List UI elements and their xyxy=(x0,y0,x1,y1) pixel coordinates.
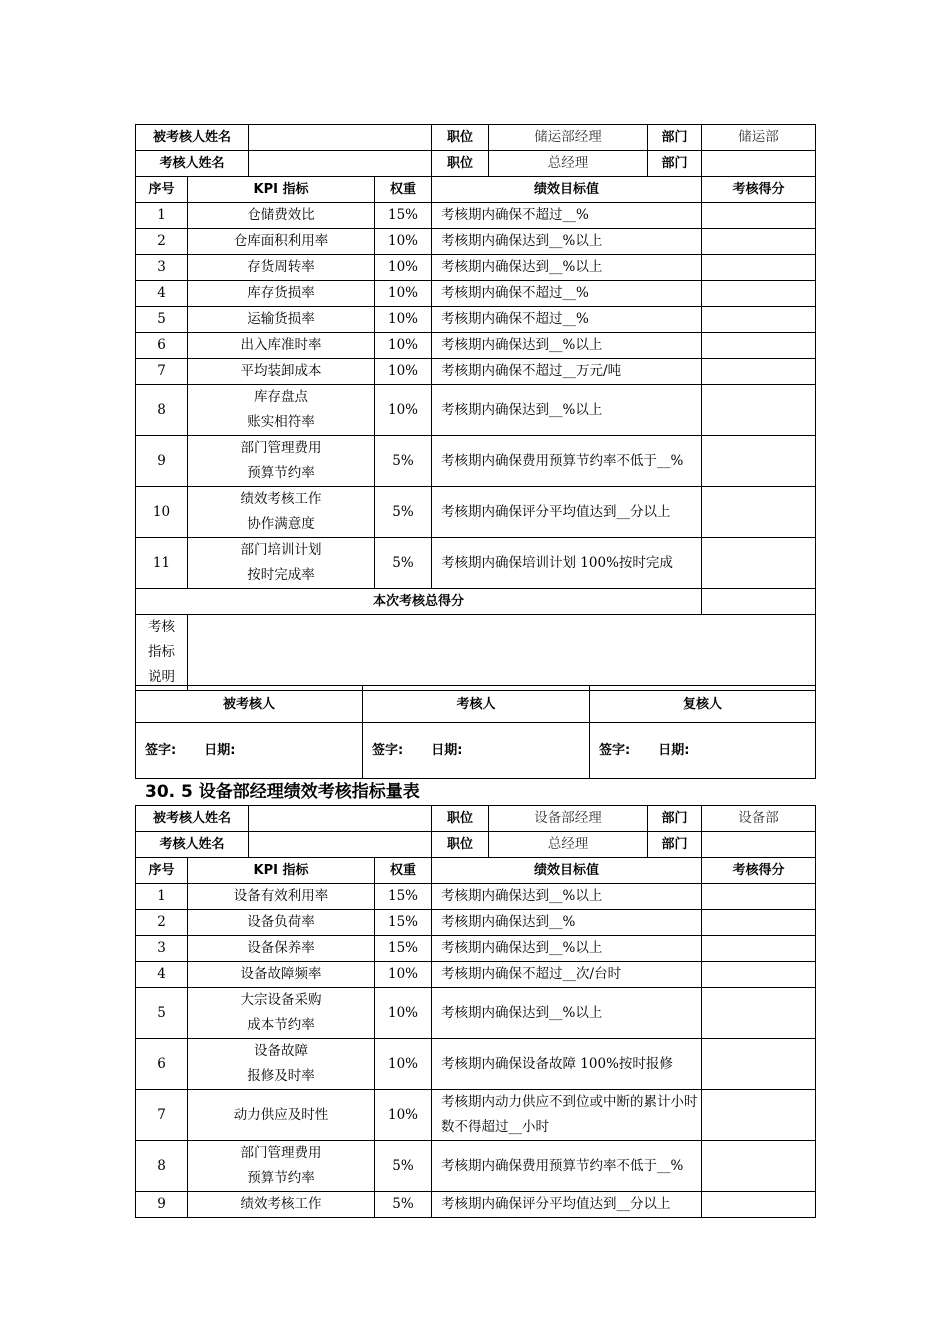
evaluator-dept-value xyxy=(702,151,816,177)
kpi-score xyxy=(702,203,816,229)
kpi-weight: 15% xyxy=(375,910,432,936)
kpi-target xyxy=(432,1141,702,1192)
evaluator-name-label: 考核人姓名 xyxy=(136,832,249,858)
kpi-name xyxy=(188,988,375,1039)
kpi-weight: 15% xyxy=(375,936,432,962)
col-header-target: 绩效目标值 xyxy=(432,858,702,884)
kpi-weight: 10% xyxy=(375,255,432,281)
table-row xyxy=(136,1039,816,1090)
kpi-target xyxy=(432,1192,702,1218)
kpi-name xyxy=(188,385,375,436)
kpi-target-line: 考核期内确保不超过__% xyxy=(441,207,589,223)
kpi-score xyxy=(702,487,816,538)
kpi-score xyxy=(702,538,816,589)
table-row xyxy=(136,1141,816,1192)
kpi-name xyxy=(188,884,375,910)
signature-reviewer xyxy=(590,723,816,779)
evaluator-row xyxy=(136,151,816,177)
kpi-target xyxy=(432,281,702,307)
kpi-weight: 10% xyxy=(375,333,432,359)
kpi-name-line: 按时完成率 xyxy=(247,567,315,583)
col-header-no: 序号 xyxy=(136,858,188,884)
kpi-target xyxy=(432,884,702,910)
position-label: 职位 xyxy=(432,125,489,151)
kpi-target-line: 考核期内确保达到__%以上 xyxy=(441,337,603,353)
kpi-name xyxy=(188,962,375,988)
kpi-target-line: 考核期内确保达到__%以上 xyxy=(441,888,603,904)
kpi-target xyxy=(432,229,702,255)
kpi-target xyxy=(432,436,702,487)
notes-content xyxy=(188,615,816,691)
table-row xyxy=(136,385,816,436)
row-number: 2 xyxy=(136,910,188,936)
kpi-rows xyxy=(136,203,816,589)
kpi-name-line: 设备保养率 xyxy=(247,940,315,956)
total-score-label: 本次考核总得分 xyxy=(136,589,702,615)
kpi-weight: 15% xyxy=(375,884,432,910)
kpi-target-line: 考核期内确保费用预算节约率不低于__% xyxy=(441,452,684,469)
row-number: 4 xyxy=(136,962,188,988)
table-row xyxy=(136,436,816,487)
dept-label: 部门 xyxy=(648,832,702,858)
kpi-score xyxy=(702,281,816,307)
kpi-name xyxy=(188,1192,375,1218)
sign-label: 签字: xyxy=(145,743,177,758)
kpi-target-line: 考核期内确保达到__%以上 xyxy=(441,940,603,956)
kpi-target xyxy=(432,538,702,589)
kpi-target xyxy=(432,307,702,333)
col-header-weight: 权重 xyxy=(375,177,432,203)
kpi-name xyxy=(188,281,375,307)
position-label: 职位 xyxy=(432,806,489,832)
kpi-target-line: 考核期内确保不超过__次/台时 xyxy=(441,966,622,982)
evaluator-name-value xyxy=(249,151,432,177)
table-row xyxy=(136,487,816,538)
kpi-target-line: 考核期内确保评分平均值达到__分以上 xyxy=(441,503,671,520)
kpi-target-line: 考核期内动力供应不到位或中断的累计小时 xyxy=(441,1094,698,1110)
table-row xyxy=(136,962,816,988)
row-number: 7 xyxy=(136,359,188,385)
kpi-weight: 10% xyxy=(375,1090,432,1141)
kpi-score xyxy=(702,307,816,333)
kpi-name-line: 绩效考核工作 xyxy=(240,1196,322,1212)
evaluatee-dept-value: 储运部 xyxy=(702,125,816,151)
col-header-kpi: KPI 指标 xyxy=(188,858,375,884)
kpi-name xyxy=(188,910,375,936)
kpi-name-line: 部门管理费用 xyxy=(240,440,322,456)
table-row xyxy=(136,884,816,910)
kpi-name-line: 运输货损率 xyxy=(247,311,315,327)
kpi-rows xyxy=(136,884,816,1218)
kpi-name-line: 存货周转率 xyxy=(247,259,315,275)
kpi-target xyxy=(432,359,702,385)
row-number: 1 xyxy=(136,203,188,229)
kpi-name-line: 库存盘点 xyxy=(254,389,308,405)
evaluatee-position-value: 设备部经理 xyxy=(489,806,648,832)
kpi-score xyxy=(702,962,816,988)
table-row xyxy=(136,910,816,936)
kpi-target-line: 考核期内确保不超过__% xyxy=(441,311,589,327)
col-header-score: 考核得分 xyxy=(702,177,816,203)
kpi-target-line: 考核期内确保达到__%以上 xyxy=(441,233,603,249)
total-score-value xyxy=(702,589,816,615)
kpi-score xyxy=(702,1090,816,1141)
evaluatee-name-label: 被考核人姓名 xyxy=(136,125,249,151)
table-row xyxy=(136,936,816,962)
sign-label: 签字: xyxy=(372,743,404,758)
table-row xyxy=(136,333,816,359)
kpi-name-line: 预算节约率 xyxy=(247,1170,315,1186)
signer-evaluator: 考核人 xyxy=(363,686,590,723)
kpi-name-line: 出入库准时率 xyxy=(240,337,322,353)
kpi-name xyxy=(188,436,375,487)
kpi-score xyxy=(702,385,816,436)
evaluator-name-label: 考核人姓名 xyxy=(136,151,249,177)
kpi-score xyxy=(702,436,816,487)
position-label: 职位 xyxy=(432,151,489,177)
kpi-score xyxy=(702,333,816,359)
kpi-weight: 5% xyxy=(375,1192,432,1218)
row-number: 4 xyxy=(136,281,188,307)
kpi-table-equipment xyxy=(135,805,816,1218)
table-row xyxy=(136,988,816,1039)
kpi-weight: 5% xyxy=(375,1141,432,1192)
table-row xyxy=(136,359,816,385)
table-row xyxy=(136,203,816,229)
kpi-target xyxy=(432,962,702,988)
kpi-name-line: 设备故障 xyxy=(254,1043,308,1059)
kpi-weight: 10% xyxy=(375,307,432,333)
kpi-target xyxy=(432,487,702,538)
signer-reviewer: 复核人 xyxy=(590,686,816,723)
column-header-row xyxy=(136,177,816,203)
kpi-score xyxy=(702,359,816,385)
col-header-no: 序号 xyxy=(136,177,188,203)
evaluator-row xyxy=(136,832,816,858)
kpi-name-line: 平均装卸成本 xyxy=(240,363,322,379)
signature-table xyxy=(135,685,816,779)
kpi-target-line: 考核期内确保达到__%以上 xyxy=(441,401,603,418)
evaluatee-name-value xyxy=(249,125,432,151)
row-number: 8 xyxy=(136,1141,188,1192)
row-number: 7 xyxy=(136,1090,188,1141)
signature-evaluator xyxy=(363,723,590,779)
kpi-target-line: 考核期内确保培训计划 100%按时完成 xyxy=(441,554,673,571)
row-number: 10 xyxy=(136,487,188,538)
kpi-name xyxy=(188,1039,375,1090)
position-label: 职位 xyxy=(432,832,489,858)
section-heading: 30. 5 设备部经理绩效考核指标量表 xyxy=(145,782,420,802)
kpi-score xyxy=(702,936,816,962)
row-number: 8 xyxy=(136,385,188,436)
kpi-name-line: 仓储费效比 xyxy=(247,207,315,223)
row-number: 1 xyxy=(136,884,188,910)
evaluator-position-value: 总经理 xyxy=(489,151,648,177)
kpi-weight: 15% xyxy=(375,203,432,229)
row-number: 9 xyxy=(136,436,188,487)
kpi-target xyxy=(432,988,702,1039)
kpi-target-line: 数不得超过__小时 xyxy=(441,1119,550,1135)
sign-label: 签字: xyxy=(599,743,631,758)
kpi-name-line: 预算节约率 xyxy=(247,465,315,481)
kpi-target xyxy=(432,936,702,962)
kpi-target-line: 考核期内确保达到__%以上 xyxy=(441,259,603,275)
kpi-name xyxy=(188,203,375,229)
kpi-target xyxy=(432,385,702,436)
kpi-name-line: 协作满意度 xyxy=(247,516,315,532)
kpi-name-line: 账实相符率 xyxy=(247,414,315,430)
kpi-name xyxy=(188,359,375,385)
signer-evaluatee: 被考核人 xyxy=(136,686,363,723)
row-number: 3 xyxy=(136,255,188,281)
total-score-row xyxy=(136,589,816,615)
row-number: 3 xyxy=(136,936,188,962)
kpi-name xyxy=(188,1090,375,1141)
kpi-score xyxy=(702,910,816,936)
dept-label: 部门 xyxy=(648,151,702,177)
kpi-name xyxy=(188,487,375,538)
signature-evaluatee xyxy=(136,723,363,779)
kpi-target xyxy=(432,910,702,936)
kpi-name-line: 仓库面积利用率 xyxy=(233,233,329,249)
kpi-name-line: 部门管理费用 xyxy=(240,1145,322,1161)
kpi-target xyxy=(432,203,702,229)
kpi-weight: 10% xyxy=(375,359,432,385)
kpi-table-warehouse xyxy=(135,124,816,691)
row-number: 6 xyxy=(136,1039,188,1090)
col-header-score: 考核得分 xyxy=(702,858,816,884)
kpi-weight: 10% xyxy=(375,1039,432,1090)
kpi-name xyxy=(188,333,375,359)
dept-label: 部门 xyxy=(648,125,702,151)
kpi-name-line: 设备负荷率 xyxy=(247,914,315,930)
kpi-weight: 10% xyxy=(375,229,432,255)
evaluatee-name-value xyxy=(249,806,432,832)
col-header-target: 绩效目标值 xyxy=(432,177,702,203)
date-label: 日期: xyxy=(658,743,690,758)
table-row xyxy=(136,307,816,333)
kpi-score xyxy=(702,255,816,281)
kpi-weight: 5% xyxy=(375,487,432,538)
row-number: 6 xyxy=(136,333,188,359)
table-row xyxy=(136,255,816,281)
evaluator-dept-value xyxy=(702,832,816,858)
kpi-score xyxy=(702,229,816,255)
evaluatee-position-value: 储运部经理 xyxy=(489,125,648,151)
kpi-name xyxy=(188,307,375,333)
col-header-weight: 权重 xyxy=(375,858,432,884)
kpi-weight: 10% xyxy=(375,962,432,988)
kpi-name xyxy=(188,1141,375,1192)
dept-label: 部门 xyxy=(648,806,702,832)
column-header-row xyxy=(136,858,816,884)
kpi-score xyxy=(702,1141,816,1192)
kpi-name-line: 绩效考核工作 xyxy=(240,491,322,507)
kpi-name-line: 部门培训计划 xyxy=(240,542,322,558)
kpi-name-line: 动力供应及时性 xyxy=(233,1106,329,1123)
kpi-name xyxy=(188,229,375,255)
signer-header-row xyxy=(136,686,816,723)
kpi-name xyxy=(188,538,375,589)
kpi-weight: 10% xyxy=(375,281,432,307)
date-label: 日期: xyxy=(204,743,236,758)
row-number: 5 xyxy=(136,988,188,1039)
kpi-score xyxy=(702,884,816,910)
kpi-score xyxy=(702,1192,816,1218)
table-row xyxy=(136,538,816,589)
kpi-target-line: 考核期内确保设备故障 100%按时报修 xyxy=(441,1055,673,1072)
kpi-name-line: 设备故障频率 xyxy=(240,966,322,982)
kpi-score xyxy=(702,1039,816,1090)
kpi-target xyxy=(432,1039,702,1090)
evaluatee-dept-value: 设备部 xyxy=(702,806,816,832)
row-number: 9 xyxy=(136,1192,188,1218)
notes-row xyxy=(136,615,816,691)
kpi-target-line: 考核期内确保评分平均值达到__分以上 xyxy=(441,1196,671,1212)
notes-label: 考核 指标 说明 xyxy=(136,615,188,691)
kpi-name xyxy=(188,255,375,281)
kpi-weight: 10% xyxy=(375,385,432,436)
kpi-target-line: 考核期内确保达到__% xyxy=(441,914,576,930)
kpi-target xyxy=(432,1090,702,1141)
row-number: 2 xyxy=(136,229,188,255)
kpi-weight: 10% xyxy=(375,988,432,1039)
kpi-target-line: 考核期内确保费用预算节约率不低于__% xyxy=(441,1157,684,1174)
kpi-target xyxy=(432,255,702,281)
kpi-target-line: 考核期内确保不超过__% xyxy=(441,285,589,301)
evaluatee-row xyxy=(136,125,816,151)
evaluator-position-value: 总经理 xyxy=(489,832,648,858)
table-row xyxy=(136,281,816,307)
evaluator-name-value xyxy=(249,832,432,858)
kpi-target xyxy=(432,333,702,359)
col-header-kpi: KPI 指标 xyxy=(188,177,375,203)
kpi-name xyxy=(188,936,375,962)
kpi-name-line: 成本节约率 xyxy=(247,1017,315,1033)
kpi-score xyxy=(702,988,816,1039)
evaluatee-row xyxy=(136,806,816,832)
table-row xyxy=(136,1192,816,1218)
evaluatee-name-label: 被考核人姓名 xyxy=(136,806,249,832)
kpi-name-line: 设备有效利用率 xyxy=(233,888,329,904)
kpi-weight: 5% xyxy=(375,436,432,487)
row-number: 11 xyxy=(136,538,188,589)
kpi-target-line: 考核期内确保不超过__万元/吨 xyxy=(441,363,622,379)
date-label: 日期: xyxy=(431,743,463,758)
table-row xyxy=(136,229,816,255)
kpi-name-line: 大宗设备采购 xyxy=(240,992,322,1008)
kpi-target-line: 考核期内确保达到__%以上 xyxy=(441,1004,603,1021)
signature-row xyxy=(136,723,816,779)
kpi-name-line: 报修及时率 xyxy=(247,1068,315,1084)
kpi-weight: 5% xyxy=(375,538,432,589)
table-row xyxy=(136,1090,816,1141)
kpi-name-line: 库存货损率 xyxy=(247,285,315,301)
row-number: 5 xyxy=(136,307,188,333)
